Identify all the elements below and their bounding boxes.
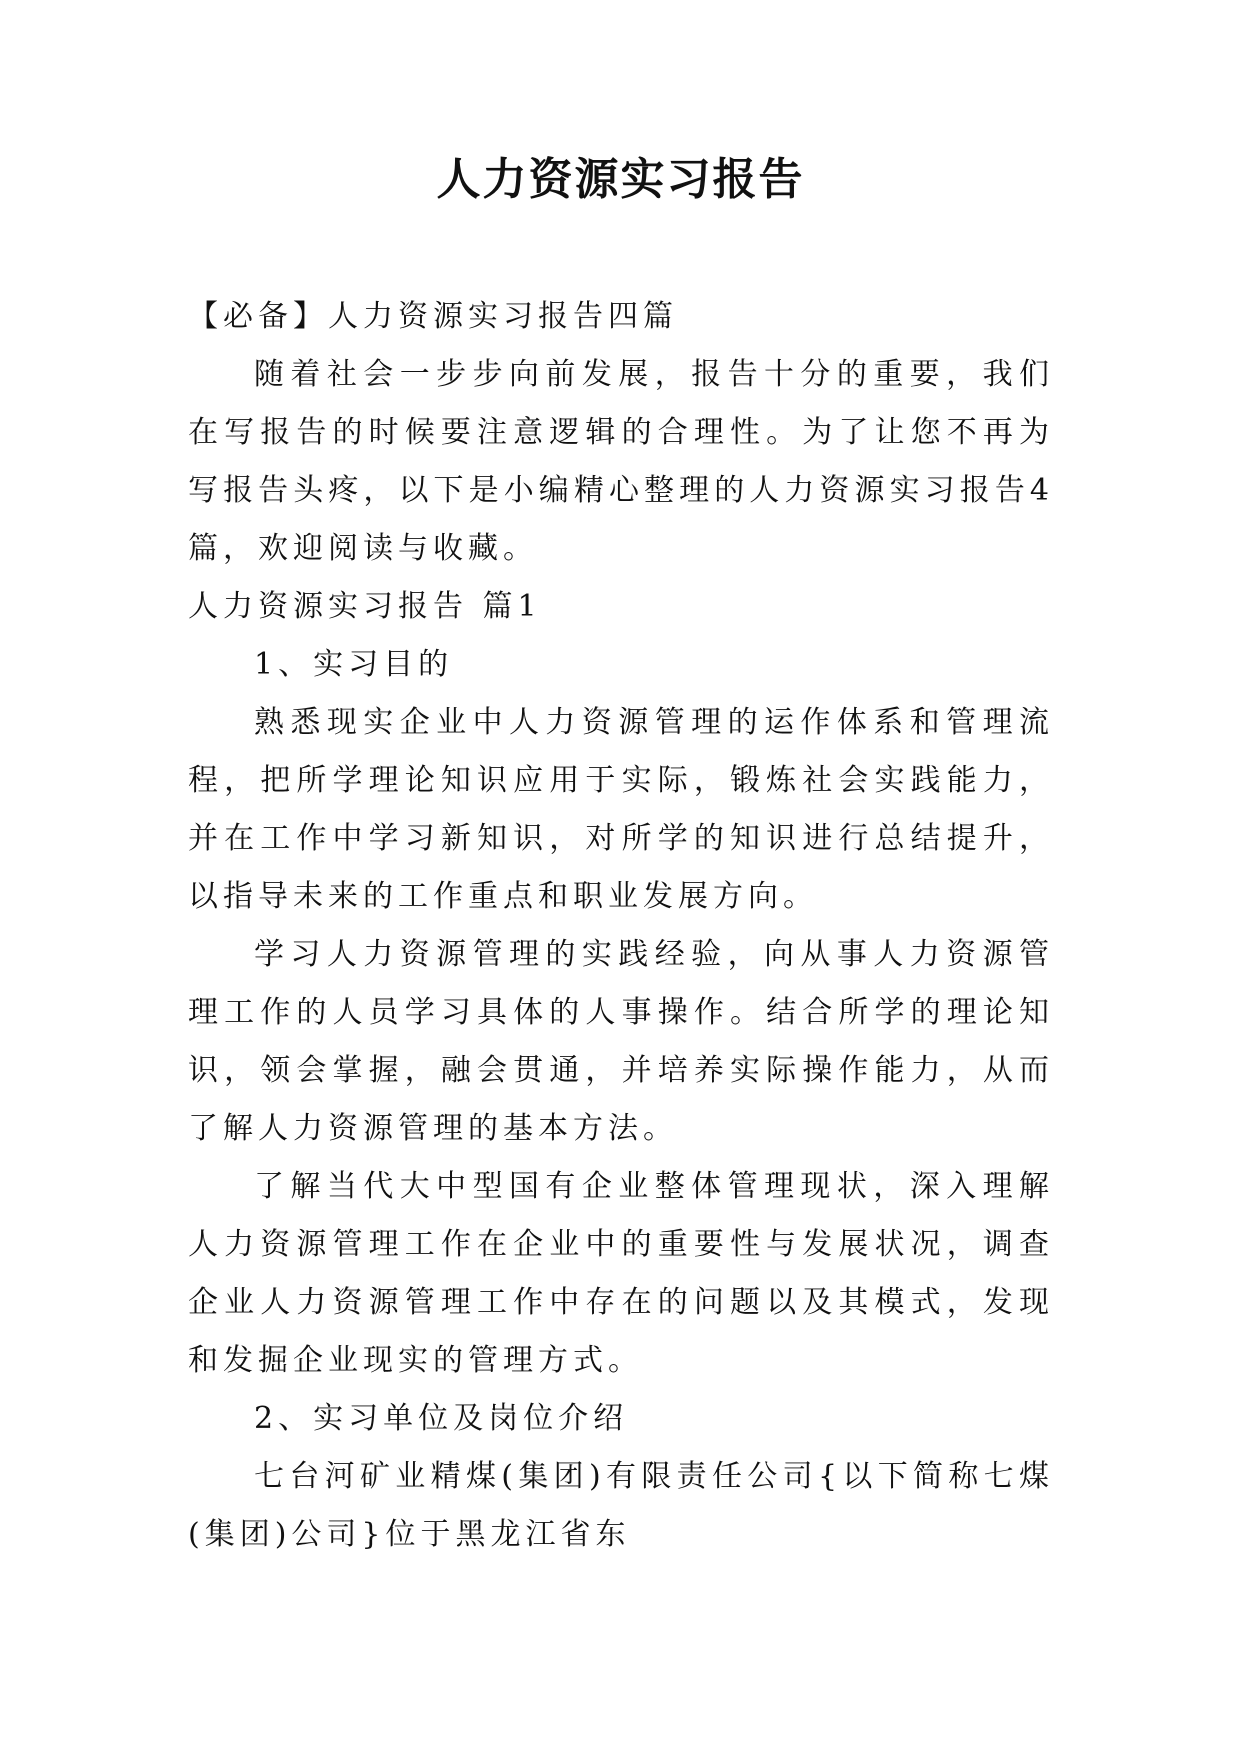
- document-title: 人力资源实习报告: [436, 154, 805, 205]
- body-paragraph: 熟悉现实企业中人力资源管理的运作体系和管理流程，把所学理论知识应用于实际，锻炼社会实践能力，并在工作中学习新知识，对所学的知识进行总结提升，以指导未来的工作重点和职业发展方向。: [188, 705, 1054, 914]
- section-heading: 人力资源实习报告 篇1: [188, 589, 542, 624]
- document-body: [188, 288, 1054, 1564]
- subtitle-paragraph: 【必备】人力资源实习报告四篇: [188, 299, 678, 334]
- body-paragraph: 学习人力资源管理的实践经验，向从事人力资源管理工作的人员学习具体的人事操作。结合所学的理论知识，领会掌握，融会贯通，并培养实际操作能力，从而了解人力资源管理的基本方法。: [188, 937, 1054, 1146]
- body-paragraph: 了解当代大中型国有企业整体管理现状，深入理解人力资源管理工作在企业中的重要性与发展状况，调查企业人力资源管理工作中存在的问题以及其模式，发现和发掘企业现实的管理方式。: [188, 1169, 1054, 1378]
- subsection-heading: 1、实习目的: [254, 647, 454, 682]
- subsection-heading: 2、实习单位及岗位介绍: [254, 1401, 629, 1436]
- body-paragraph: 七台河矿业精煤(集团)有限责任公司{以下简称七煤(集团)公司}位于黑龙江省东: [188, 1459, 1054, 1552]
- intro-paragraph: 随着社会一步步向前发展，报告十分的重要，我们在写报告的时候要注意逻辑的合理性。为了让您不再为写报告头疼，以下是小编精心整理的人力资源实习报告4篇，欢迎阅读与收藏。: [188, 357, 1054, 566]
